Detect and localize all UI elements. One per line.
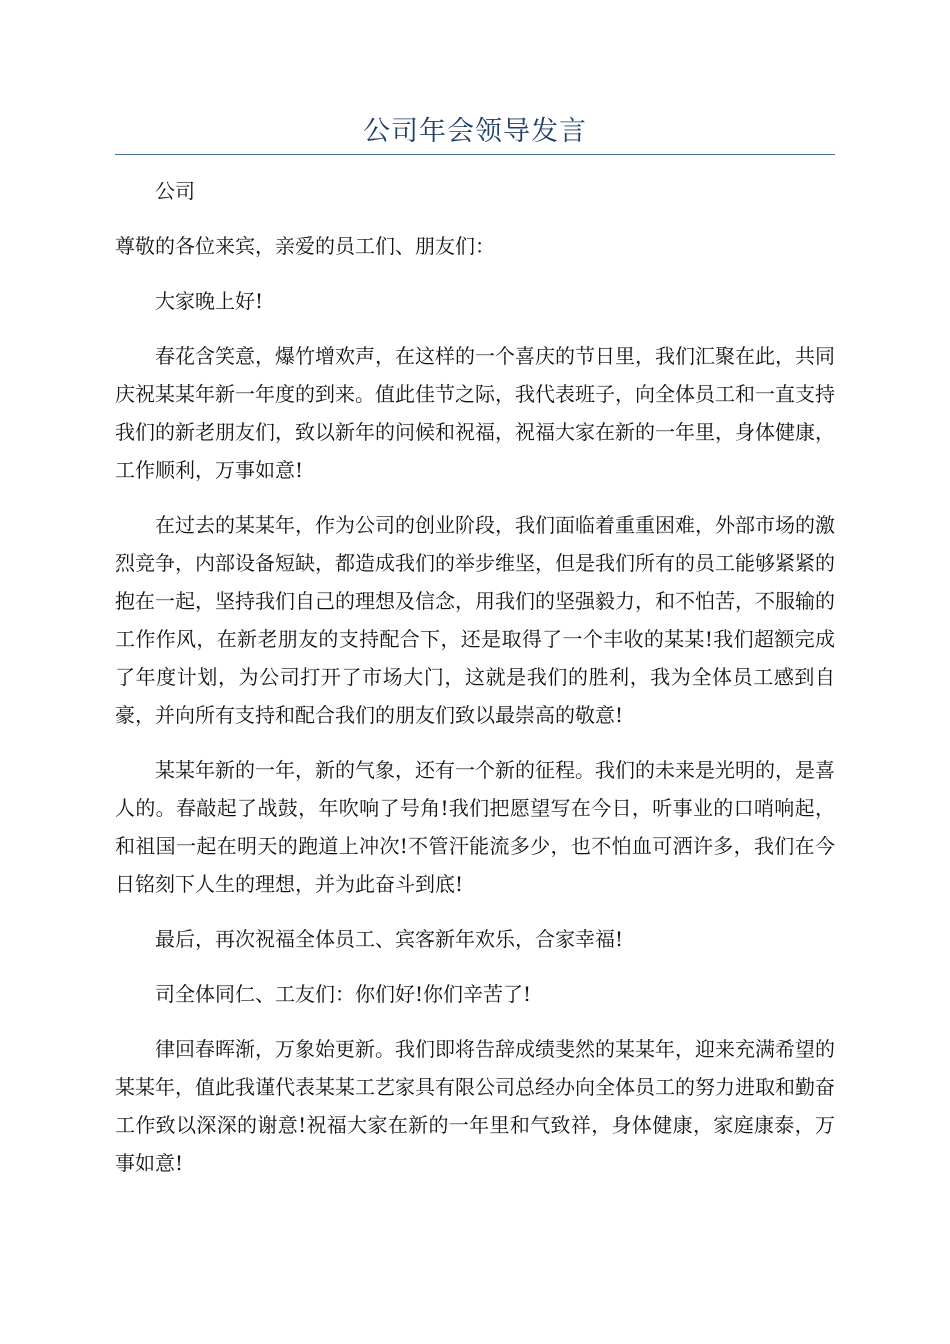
paragraph-greeting: 大家晚上好! xyxy=(155,289,264,313)
paragraph-thanks: 律回春晖渐，万象始更新。我们即将告辞成绩斐然的某某年，迎来充满希望的某某年，值此我谨代表某某工艺家具有限公司总经办向全体员工的努力进取和勤奋工作致以深深的谢意!祝福大家在新的一年里和气致祥，身体健康，家庭康泰，万事如意! xyxy=(115,1037,835,1175)
paragraph-salutation: 尊敬的各位来宾，亲爱的员工们、朋友们： xyxy=(115,234,495,258)
document-title: 公司年会领导发言 xyxy=(363,116,587,147)
title-underline xyxy=(115,154,835,155)
paragraph-past-year: 在过去的某某年，作为公司的创业阶段，我们面临着重重困难，外部市场的激烈竞争，内部设备短缺，都造成我们的举步维坚，但是我们所有的员工能够紧紧的抱在一起，坚持我们自己的理想及信念，用我们的坚强毅力，和不怕苦，不服输的工作作风，在新老朋友的支持配合下，还是取得了一个丰收的某某!我们超额完成了年度计划，为公司打开了市场大门，这就是我们的胜利，我为全体员工感到自豪，并向所有支持和配合我们的朋友们致以最崇高的敬意! xyxy=(115,513,835,727)
paragraph-company: 公司 xyxy=(155,179,195,203)
paragraph-colleagues: 司全体同仁、工友们：你们好!你们辛苦了! xyxy=(155,982,532,1006)
document-body xyxy=(115,172,835,1199)
paragraph-celebration: 春花含笑意，爆竹增欢声，在这样的一个喜庆的节日里，我们汇聚在此，共同庆祝某某年新一年度的到来。值此佳节之际，我代表班子，向全体员工和一直支持我们的新老朋友们，致以新年的问候和祝福，祝福大家在新的一年里，身体健康，工作顺利，万事如意! xyxy=(115,344,835,482)
paragraph-new-year: 某某年新的一年，新的气象，还有一个新的征程。我们的未来是光明的，是喜人的。春敲起了战鼓，年吹响了号角!我们把愿望写在今日，听事业的口哨响起，和祖国一起在明天的跑道上冲次!不管汗能流多少，也不怕血可洒许多，我们在今日铭刻下人生的理想，并为此奋斗到底! xyxy=(115,758,835,896)
paragraph-closing-wish: 最后，再次祝福全体员工、宾客新年欢乐，合家幸福! xyxy=(155,927,624,951)
